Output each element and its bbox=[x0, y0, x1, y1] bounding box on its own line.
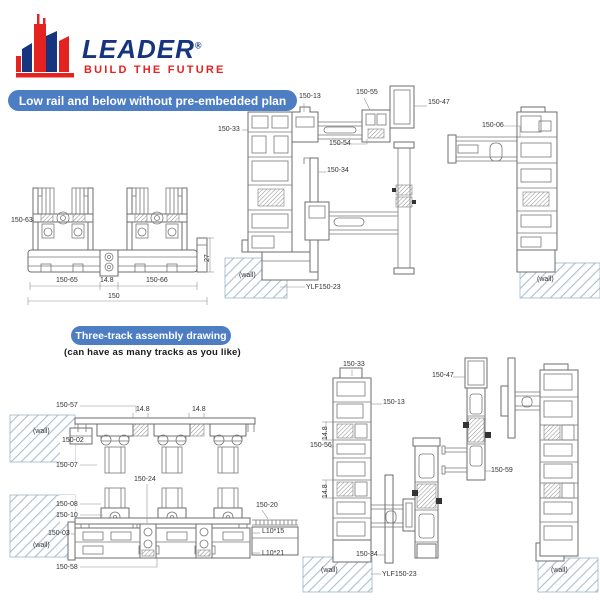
head-rail-150-13 bbox=[292, 107, 318, 142]
label-wall: (wall) bbox=[537, 276, 554, 283]
label-wall: (wall) bbox=[321, 567, 338, 574]
mullion-interlock bbox=[392, 142, 416, 274]
top-section-drawing bbox=[218, 85, 600, 300]
label-150-47: 150-47 bbox=[428, 99, 450, 106]
label-150-58: 150-58 bbox=[56, 564, 78, 571]
sliding-door-bottom bbox=[101, 488, 129, 522]
label-ylf150-23: YLF150-23 bbox=[382, 571, 417, 578]
profile-150-47 bbox=[390, 86, 414, 128]
panel-section bbox=[412, 438, 442, 558]
label-150-06: 150-06 bbox=[482, 122, 504, 129]
label-27: 27 bbox=[204, 254, 211, 262]
wall-hatch bbox=[538, 558, 598, 592]
sliding-door-top bbox=[97, 424, 133, 473]
right-column bbox=[501, 358, 578, 561]
label-150-08: 150-08 bbox=[56, 501, 78, 508]
label-wall: (wall) bbox=[33, 428, 50, 435]
label-150-47: 150-47 bbox=[432, 372, 454, 379]
label-150-59: 150-59 bbox=[491, 467, 513, 474]
banner-three-track-text: Three-track assembly drawing bbox=[75, 329, 227, 342]
label-14-8: 14.8 bbox=[192, 406, 206, 413]
label-150-07: 150-07 bbox=[56, 462, 78, 469]
logo bbox=[0, 0, 240, 88]
label-150-03: 150-03 bbox=[48, 530, 70, 537]
label-150-13: 150-13 bbox=[299, 93, 321, 100]
label-14-8: 14.8 bbox=[322, 426, 329, 440]
sliding-door-bottom bbox=[158, 488, 186, 522]
column-150-13 bbox=[322, 368, 415, 563]
label-150-66: 150-66 bbox=[146, 277, 168, 284]
sliding-door-top bbox=[210, 424, 246, 473]
label-150-34: 150-34 bbox=[356, 551, 378, 558]
banner-three-track-subtitle: (can have as many tracks as you like) bbox=[64, 347, 241, 358]
bottom-rail bbox=[68, 518, 250, 560]
brand-name: LEADER® bbox=[82, 34, 203, 64]
label-150-33: 150-33 bbox=[343, 361, 365, 368]
registered-mark: ® bbox=[194, 40, 203, 51]
right-panel-150-06 bbox=[448, 107, 557, 272]
label-l10-21: L10*21 bbox=[262, 550, 285, 557]
label-ylf150-23: YLF150-23 bbox=[306, 284, 341, 291]
label-150-34: 150-34 bbox=[327, 167, 349, 174]
base-rail bbox=[28, 238, 207, 276]
glazing-beam-150-54 bbox=[318, 122, 362, 139]
label-14-8: 14.8 bbox=[100, 277, 114, 284]
label-150-57: 150-57 bbox=[56, 402, 78, 409]
sliding-door-top bbox=[154, 424, 190, 473]
label-150-total: 150 bbox=[108, 293, 120, 300]
sliding-door-bottom bbox=[214, 488, 242, 522]
label-150-33: 150-33 bbox=[218, 126, 240, 133]
label-14-8: 14.8 bbox=[136, 406, 150, 413]
track-module bbox=[127, 188, 187, 250]
label-150-02: 150-02 bbox=[62, 437, 84, 444]
banner-three-track bbox=[71, 326, 231, 345]
label-150-55: 150-55 bbox=[356, 89, 378, 96]
label-150-24: 150-24 bbox=[134, 476, 156, 483]
label-wall: (wall) bbox=[239, 272, 256, 279]
label-150-10: 150-10 bbox=[56, 512, 78, 519]
lower-glazing-beam bbox=[305, 202, 398, 240]
leader-building-icon bbox=[16, 10, 78, 80]
label-150-20: 150-20 bbox=[256, 502, 278, 509]
jamb-profile-150-33 bbox=[242, 112, 292, 252]
label-150-63: 150-63 bbox=[11, 217, 33, 224]
label-150-13: 150-13 bbox=[383, 399, 405, 406]
label-wall: (wall) bbox=[551, 567, 568, 574]
track-module bbox=[33, 188, 93, 250]
label-150-65: 150-65 bbox=[56, 277, 78, 284]
label-wall: (wall) bbox=[33, 542, 50, 549]
label-150-56: 150-56 bbox=[310, 442, 332, 449]
label-14-8: 14.8 bbox=[322, 484, 329, 498]
brand-tagline: BUILD THE FUTURE bbox=[84, 64, 226, 76]
label-l10-15: L10*15 bbox=[262, 528, 285, 535]
label-150-54: 150-54 bbox=[329, 140, 351, 147]
banner-low-rail-text: Low rail and below without pre-embedded plan bbox=[18, 93, 287, 108]
bottom-section-drawing bbox=[300, 352, 600, 594]
connector-150-55 bbox=[362, 110, 390, 142]
